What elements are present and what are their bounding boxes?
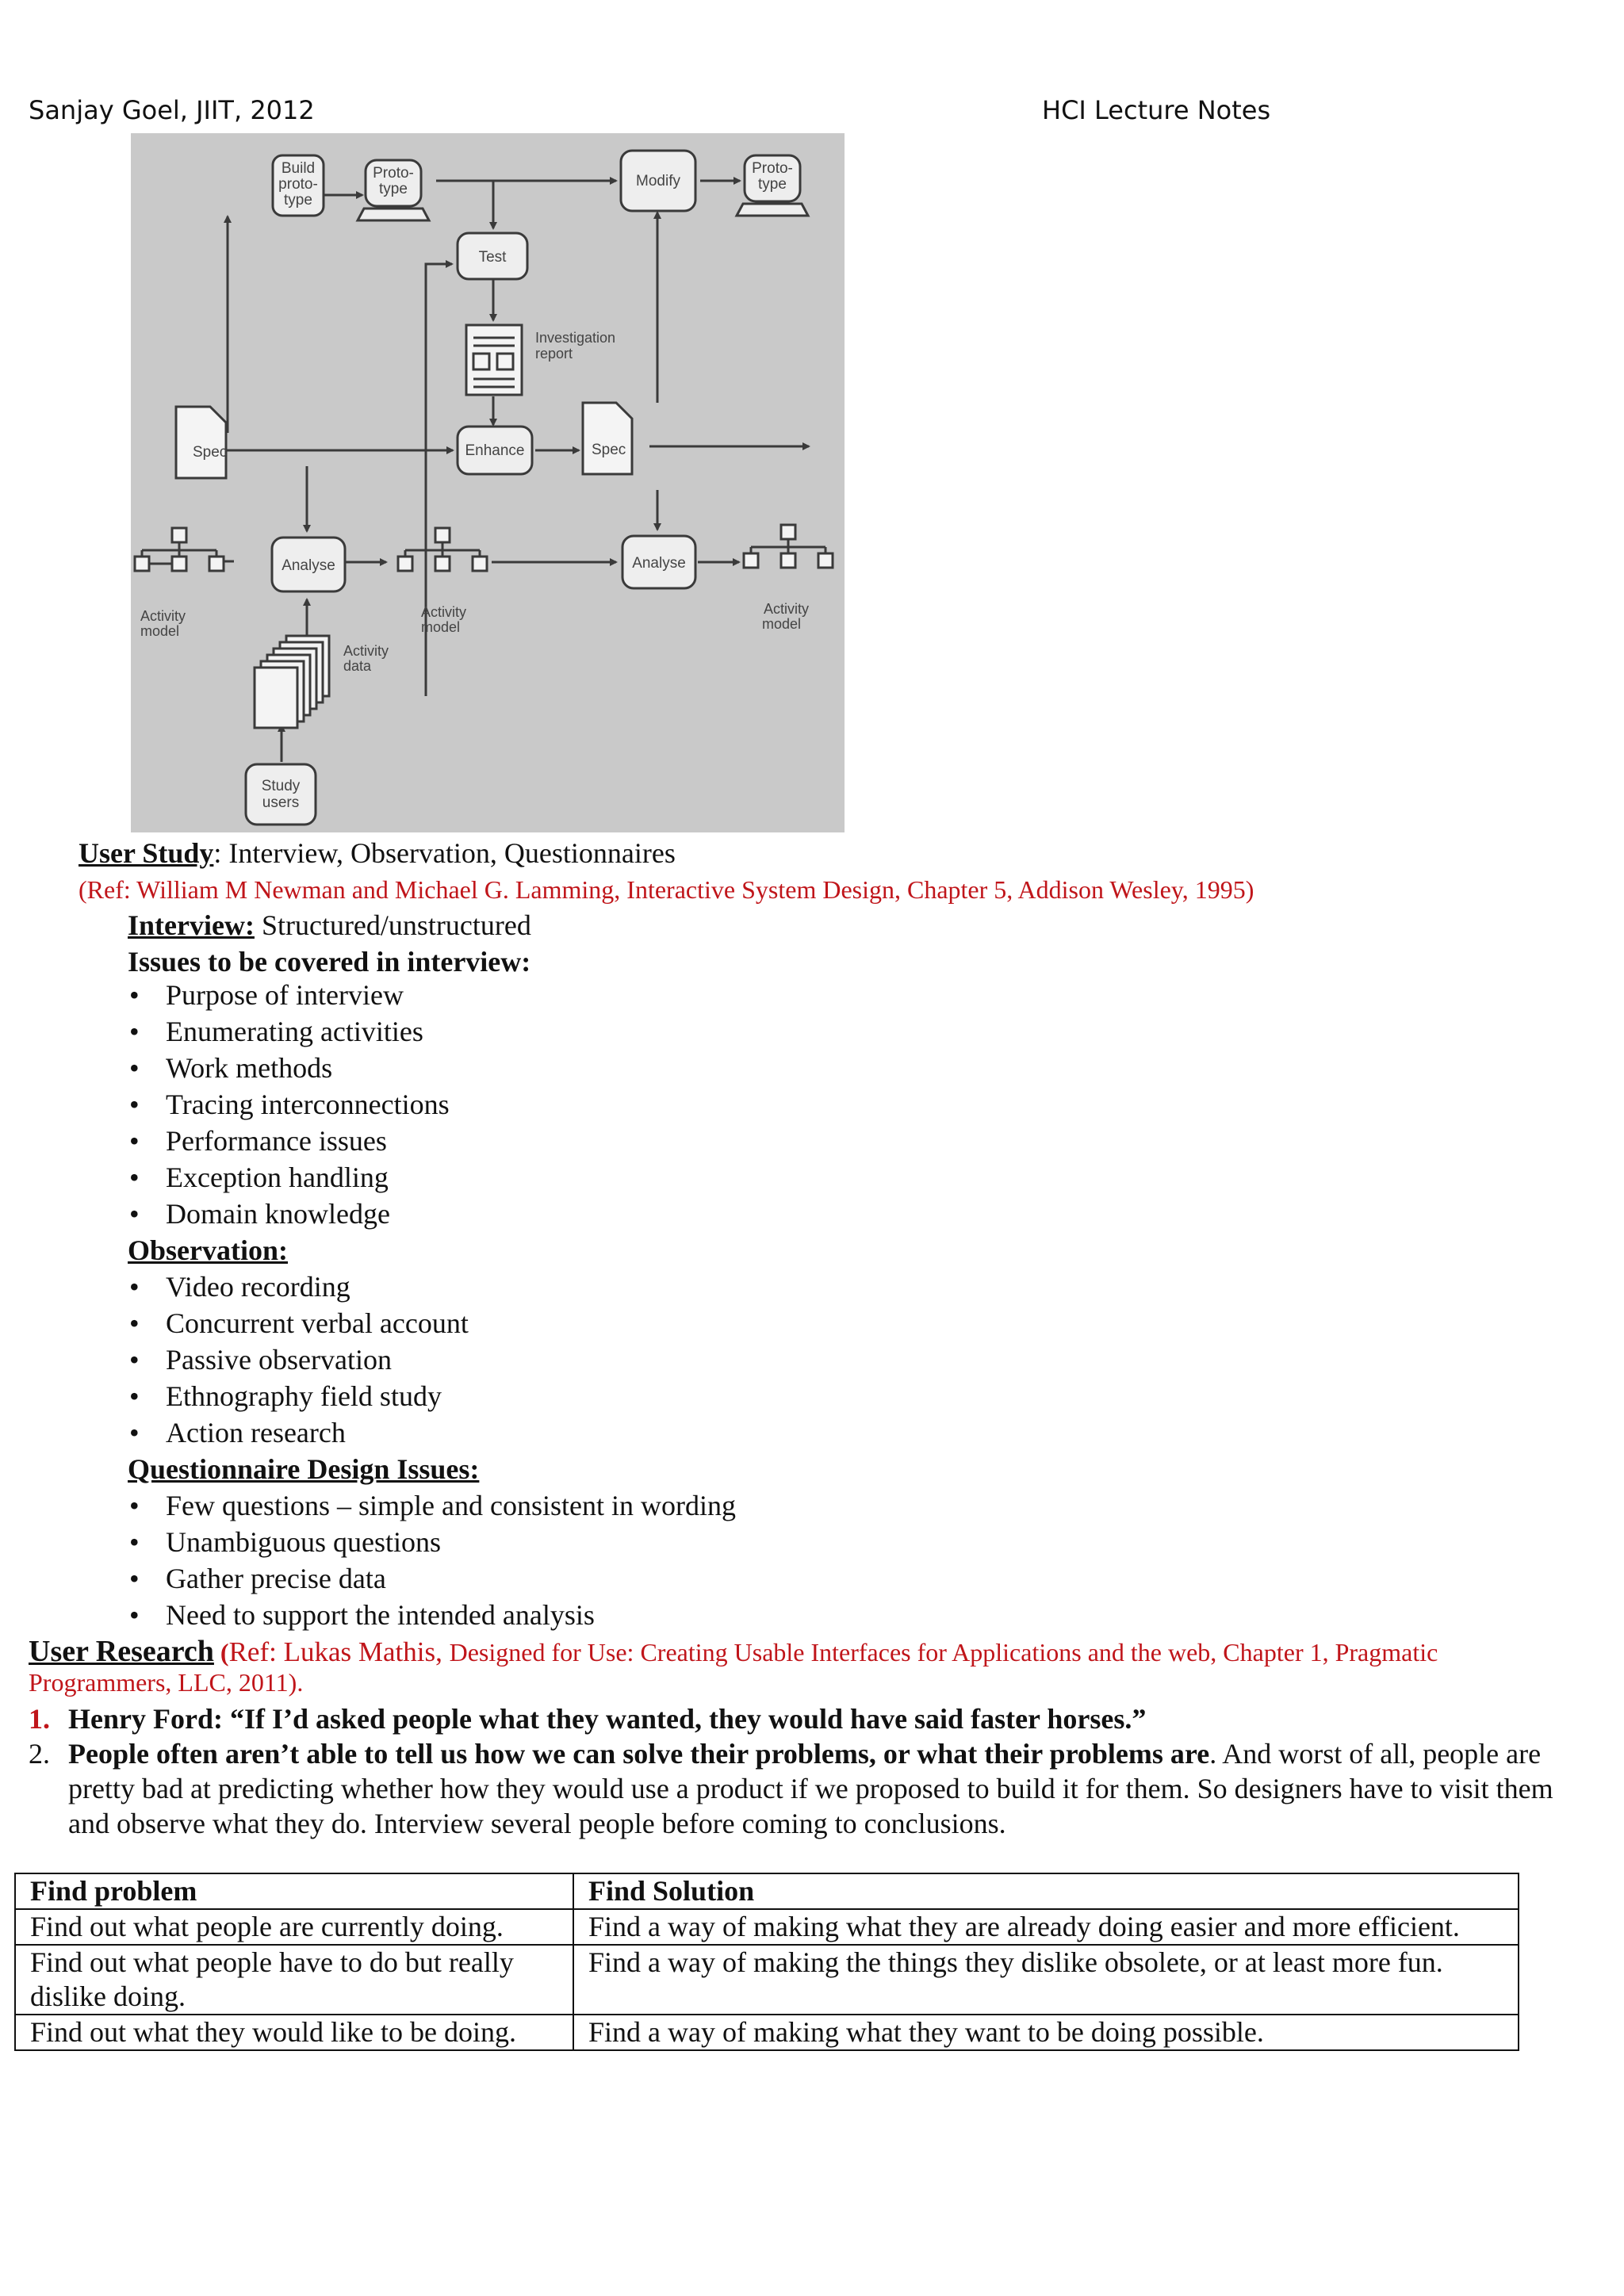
svg-text:proto-: proto-: [278, 176, 318, 193]
svg-text:type: type: [284, 192, 312, 209]
svg-text:Enhance: Enhance: [465, 442, 525, 459]
user-research-ref-title: Designed for Use: Creating Usable Interfaces for Applications and the web, Chapter 1, Pragmatic: [449, 1638, 1438, 1667]
svg-text:Analyse: Analyse: [282, 557, 335, 574]
list-item: [29, 1701, 1591, 1736]
list-item: • Exception handling: [128, 1159, 450, 1196]
activity-data-icon: [255, 636, 329, 728]
interview-heading: Interview:: [128, 909, 255, 941]
list-number: 2.: [29, 1738, 50, 1770]
user-study-line: [79, 835, 676, 871]
table-row: [15, 1909, 1519, 1945]
table-cell: Find out what they would like to be doing.: [15, 2015, 573, 2050]
svg-text:data: data: [343, 658, 372, 674]
table-cell: Find a way of making the things they dislike obsolete, or at least more fun.: [573, 1945, 1519, 2015]
table-cell: Find out what people are currently doing.: [15, 1909, 573, 1945]
design-process-diagram: [131, 133, 845, 832]
list-item: • Gather precise data: [128, 1560, 736, 1597]
list-item: • Video recording: [128, 1269, 469, 1305]
table-header-cell: Find Solution: [573, 1873, 1519, 1909]
investigation-report-icon: [466, 325, 522, 395]
user-research-point-text: . And worst of all, people are pretty bad at predicting whether how they would use a product if we proposed to build it for them. So designers have to visit them and observe what they do. Interview several people before coming to conclusions.: [68, 1738, 1553, 1839]
svg-text:Modify: Modify: [636, 173, 680, 189]
svg-text:Activity: Activity: [764, 601, 810, 617]
user-research-list: [29, 1701, 1591, 1841]
user-research-ref-open: (: [213, 1638, 229, 1667]
svg-text:type: type: [758, 176, 787, 193]
spec-document-icon: [583, 403, 632, 474]
svg-text:Activity: Activity: [421, 604, 467, 620]
svg-text:Analyse: Analyse: [632, 555, 686, 572]
list-number: 1.: [29, 1703, 50, 1735]
activity-model-icon: [398, 528, 487, 571]
user-study-reference: (Ref: William M Newman and Michael G. Lamming, Interactive System Design, Chapter 5, Addison Wesley, 1995): [79, 875, 1254, 904]
list-item: • Performance issues: [128, 1123, 450, 1159]
list-item: [29, 1736, 1591, 1841]
observation-list: [128, 1269, 469, 1451]
activity-model-icon: [135, 528, 224, 571]
table-cell: Find a way of making what they want to be doing possible.: [573, 2015, 1519, 2050]
header-course: HCI Lecture Notes: [1042, 95, 1271, 125]
questionnaire-list: [128, 1487, 736, 1633]
svg-text:Activity: Activity: [343, 643, 389, 659]
svg-text:Investigation: Investigation: [535, 330, 616, 346]
interview-issues-list: [128, 977, 450, 1232]
svg-text:Spec: Spec: [592, 442, 626, 458]
list-item: • Enumerating activities: [128, 1013, 450, 1050]
svg-text:type: type: [379, 181, 408, 197]
user-research-ref-publisher: Programmers, LLC, 2011).: [29, 1668, 304, 1697]
list-item: • Ethnography field study: [128, 1378, 469, 1414]
interview-types: Structured/unstructured: [254, 909, 531, 941]
user-research-heading: User Research: [29, 1635, 214, 1668]
svg-text:Test: Test: [478, 249, 507, 266]
list-item: • Unambiguous questions: [128, 1524, 736, 1560]
user-research-point-bold: People often aren’t able to tell us how we can solve their problems, or what their problems are: [68, 1738, 1210, 1770]
list-item: • Need to support the intended analysis: [128, 1597, 736, 1633]
interview-issues-heading: Issues to be covered in interview:: [128, 946, 531, 978]
svg-text:Proto-: Proto-: [373, 165, 414, 182]
list-item: • Concurrent verbal account: [128, 1305, 469, 1341]
user-research-line: [29, 1633, 1438, 1670]
questionnaire-heading: Questionnaire Design Issues:: [128, 1453, 480, 1485]
list-item: • Purpose of interview: [128, 977, 450, 1013]
list-item: • Passive observation: [128, 1341, 469, 1378]
user-study-heading: User Study: [79, 837, 214, 869]
list-item: • Tracing interconnections: [128, 1086, 450, 1123]
svg-text:model: model: [140, 623, 180, 639]
user-study-topics: : Interview, Observation, Questionnaires: [213, 837, 676, 869]
svg-text:model: model: [421, 619, 461, 635]
table-header-row: [15, 1873, 1519, 1909]
svg-text:Proto-: Proto-: [752, 160, 793, 177]
observation-heading: Observation:: [128, 1234, 288, 1266]
table-cell: Find a way of making what they are already doing easier and more efficient.: [573, 1909, 1519, 1945]
header-author: Sanjay Goel, JIIT, 2012: [29, 95, 315, 125]
svg-text:users: users: [262, 794, 300, 811]
list-item: • Few questions – simple and consistent in wording: [128, 1487, 736, 1524]
svg-text:report: report: [535, 346, 573, 362]
table-cell: Find out what people have to do but really dislike doing.: [15, 1945, 573, 2015]
svg-text:Spec: Spec: [193, 444, 228, 461]
svg-text:Activity: Activity: [140, 608, 186, 624]
henry-ford-quote: Henry Ford: “If I’d asked people what they wanted, they would have said faster horses.”: [68, 1703, 1147, 1735]
activity-model-icon: [744, 525, 833, 568]
user-research-ref-author: Ref: Lukas Mathis,: [228, 1636, 450, 1667]
svg-text:Study: Study: [261, 778, 301, 794]
list-item: • Action research: [128, 1414, 469, 1451]
svg-text:Build: Build: [281, 160, 316, 177]
table-header-cell: Find problem: [15, 1873, 573, 1909]
list-item: • Work methods: [128, 1050, 450, 1086]
svg-text:model: model: [762, 616, 802, 632]
spec-document-icon: [176, 407, 226, 478]
list-item: • Domain knowledge: [128, 1196, 450, 1232]
table-row: [15, 1945, 1519, 2015]
table-row: [15, 2015, 1519, 2050]
interview-line: [128, 907, 531, 943]
problem-solution-table: [14, 1873, 1519, 2051]
